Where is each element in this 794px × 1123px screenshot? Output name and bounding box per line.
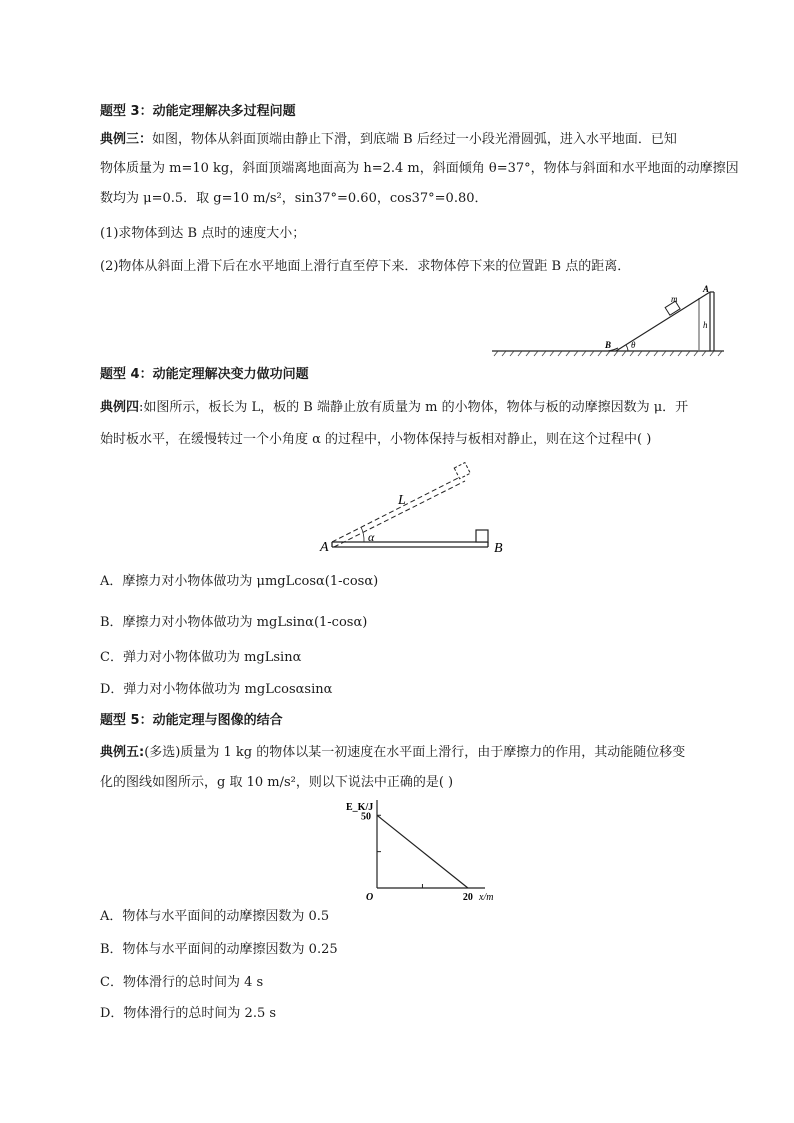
board-label-L: L (398, 493, 406, 508)
incline-label-theta: θ (631, 340, 636, 350)
section4-line1 (100, 399, 730, 417)
incline-label-h: h (703, 320, 708, 330)
incline-label-A: A (703, 284, 710, 294)
section3-line2: 物体质量为 m=10 kg，斜面顶端离地面高为 h=2.4 m，斜面倾角 θ=37°，物体与斜面和水平地面的动摩擦因 (100, 161, 739, 176)
section4-option-a: A．摩擦力对小物体做功为 μmgLcosα(1-cosα) (100, 574, 379, 589)
section4-option-b: B．摩擦力对小物体做功为 mgLsinα(1-cosα) (100, 615, 368, 630)
chart-ylabel: E_K/J (346, 802, 374, 813)
section5-example-label: 典例五: (100, 745, 145, 760)
section3-example-label: 典例三： (100, 132, 153, 147)
section5-option-d: D．物体滑行的总时间为 2.5 s (100, 1006, 277, 1021)
section5-line2: 化的图线如图所示，g 取 10 m/s²，则以下说法中正确的是( ) (100, 775, 454, 790)
section4-example-label: 典例四 (100, 400, 140, 415)
section5-option-c: C．物体滑行的总时间为 4 s (100, 975, 264, 990)
board-label-B: B (494, 541, 503, 556)
section4-line2: 始时板水平，在缓慢转过一个小角度 α 的过程中，小物体保持与板相对静止，则在这个过程中( ) (100, 432, 652, 447)
section4-option-d: D．弹力对小物体做功为 mgLcosαsinα (100, 682, 333, 697)
section3-text1: 如图，物体从斜面顶端由静止下滑，到底端 B 后经过一小段光滑圆弧，进入水平地面．已知 (152, 132, 677, 147)
incline-label-m: m (671, 294, 678, 304)
chart-xtick-label: 20 (462, 892, 473, 903)
chart-origin-label: O (366, 892, 374, 903)
section3-line3: 数均为 μ=0.5．取 g=10 m/s²，sin37°=0.60，cos37°=0.80． (100, 191, 488, 206)
section3-line1 (100, 131, 730, 149)
board-figure (312, 460, 512, 560)
section3-heading: 题型 3：动能定理解决多过程问题 (100, 104, 296, 119)
chart-ytick-label: 50 (361, 811, 371, 823)
chart-xlabel: x/m (479, 892, 494, 903)
ek-x-chart (336, 796, 496, 904)
incline-label-B: B (605, 340, 612, 350)
section4-option-c: C．弹力对小物体做功为 mgLsinα (100, 650, 302, 665)
board-label-A: A (320, 540, 329, 555)
section5-option-a: A．物体与水平面间的动摩擦因数为 0.5 (100, 909, 330, 924)
section3-question1: (1)求物体到达 B 点时的速度大小； (100, 226, 306, 241)
chart-ek-line (377, 815, 468, 888)
section4-heading: 题型 4：动能定理解决变力做功问题 (100, 367, 309, 382)
section5-heading: 题型 5：动能定理与图像的结合 (100, 713, 283, 728)
board-label-alpha: α (368, 530, 375, 544)
section3-question2: (2)物体从斜面上滑下后在水平地面上滑行直至停下来．求物体停下来的位置距 B 点的距离． (100, 259, 631, 274)
section5-text1: (多选)质量为 1 kg 的物体以某一初速度在水平面上滑行，由于摩擦力的作用，其动能随位移变 (144, 745, 686, 760)
section5-line1 (100, 744, 730, 762)
incline-figure (488, 284, 728, 360)
section4-text1: :如图所示，板长为 L，板的 B 端静止放有质量为 m 的小物体，物体与板的动摩擦因数为 μ．开 (139, 400, 689, 415)
section5-option-b: B．物体与水平面间的动摩擦因数为 0.25 (100, 942, 338, 957)
